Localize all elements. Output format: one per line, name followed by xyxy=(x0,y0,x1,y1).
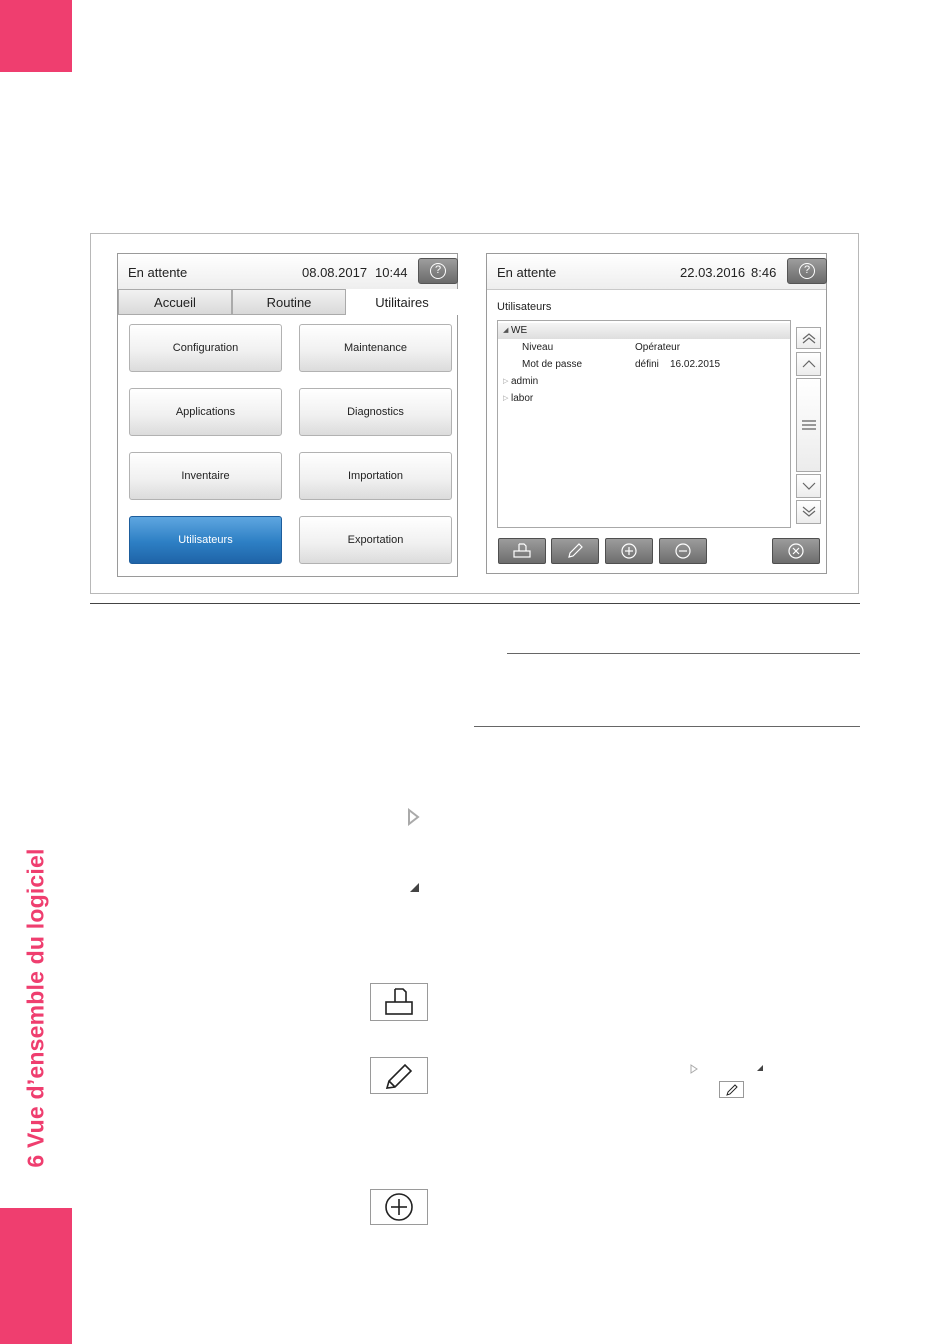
print-icon xyxy=(512,543,532,559)
utilisateurs-button[interactable]: Utilisateurs xyxy=(129,516,282,564)
edit-button[interactable] xyxy=(551,538,599,564)
status-bar xyxy=(487,254,826,290)
question-circle-icon: ? xyxy=(799,263,815,279)
tree-row-detail xyxy=(498,357,790,373)
triangle-right-icon xyxy=(406,808,420,826)
close-button[interactable] xyxy=(772,538,820,564)
page-corner-tab-bottom xyxy=(0,1208,72,1344)
plus-circle-icon xyxy=(383,1191,415,1223)
page-corner-tab xyxy=(0,0,72,72)
scroll-bottom-button[interactable] xyxy=(796,500,821,524)
scroll-thumb[interactable] xyxy=(796,378,821,472)
user-name: labor xyxy=(511,393,534,404)
pencil-icon xyxy=(383,1061,415,1091)
detail-label: Mot de passe xyxy=(522,359,583,370)
exportation-button[interactable]: Exportation xyxy=(299,516,452,564)
print-icon xyxy=(382,986,416,1018)
tree-row-detail xyxy=(498,340,790,356)
tree-row-admin[interactable] xyxy=(498,374,790,390)
double-chevron-up-icon xyxy=(801,331,817,345)
status-bar xyxy=(118,254,457,290)
table-rule xyxy=(474,726,860,727)
inventaire-button[interactable]: Inventaire xyxy=(129,452,282,500)
print-icon-legend xyxy=(370,983,428,1021)
plus-circle-icon-legend xyxy=(370,1189,428,1225)
scroll-up-button[interactable] xyxy=(796,352,821,376)
help-button[interactable] xyxy=(787,258,827,284)
triangle-expanded-icon xyxy=(756,1064,764,1072)
user-tree[interactable] xyxy=(497,320,791,528)
minus-circle-icon xyxy=(674,542,692,560)
status-date: 22.03.2016 xyxy=(680,265,746,280)
maintenance-button[interactable]: Maintenance xyxy=(299,324,452,372)
status-text: En attente xyxy=(128,265,188,280)
right-screen xyxy=(486,253,827,574)
status-time: 8:46 xyxy=(751,265,777,280)
chapter-side-title: 6 Vue d’ensemble du logiciel xyxy=(22,848,49,1168)
left-screen xyxy=(117,253,458,577)
status-text: En attente xyxy=(497,265,557,280)
user-name: admin xyxy=(511,376,539,387)
scroll-thumb-icon xyxy=(801,419,817,431)
triangle-expanded-icon xyxy=(408,881,421,894)
status-date: 08.08.2017 xyxy=(302,265,368,280)
triangle-expanded-icon: ◢ xyxy=(503,327,509,334)
plus-circle-icon xyxy=(620,542,638,560)
question-circle-icon: ? xyxy=(430,263,446,279)
help-button[interactable] xyxy=(418,258,458,284)
diagnostics-button[interactable]: Diagnostics xyxy=(299,388,452,436)
triangle-right-icon: ▷ xyxy=(503,378,509,385)
close-circle-icon xyxy=(787,542,805,560)
tree-row-labor[interactable] xyxy=(498,391,790,407)
tab-accueil[interactable]: Accueil xyxy=(118,289,232,315)
triangle-right-icon: ▷ xyxy=(503,395,509,402)
status-time: 10:44 xyxy=(375,265,408,280)
detail-value: défini xyxy=(635,359,659,370)
detail-date: 16.02.2015 xyxy=(670,359,721,370)
chevron-down-icon xyxy=(801,481,817,491)
tree-row-we[interactable] xyxy=(498,323,790,339)
add-user-button[interactable] xyxy=(605,538,653,564)
applications-button[interactable]: Applications xyxy=(129,388,282,436)
chevron-up-icon xyxy=(801,359,817,369)
double-chevron-down-icon xyxy=(801,505,817,519)
detail-value: Opérateur xyxy=(635,342,681,353)
importation-button[interactable]: Importation xyxy=(299,452,452,500)
configuration-button[interactable]: Configuration xyxy=(129,324,282,372)
table-rule xyxy=(507,653,860,654)
scroll-top-button[interactable] xyxy=(796,327,821,349)
detail-label: Niveau xyxy=(522,342,554,353)
pencil-icon xyxy=(566,543,584,559)
figure-rule xyxy=(90,603,860,604)
triangle-right-icon xyxy=(690,1064,698,1074)
user-name: WE xyxy=(511,325,528,336)
scroll-down-button[interactable] xyxy=(796,474,821,498)
pencil-icon-legend xyxy=(370,1057,428,1094)
tab-utilitaires[interactable]: Utilitaires xyxy=(346,289,458,315)
pencil-icon-inline xyxy=(719,1081,744,1098)
section-title: Utilisateurs xyxy=(497,301,552,313)
print-button[interactable] xyxy=(498,538,546,564)
tab-routine[interactable]: Routine xyxy=(232,289,346,315)
pencil-icon xyxy=(725,1083,739,1096)
remove-user-button[interactable] xyxy=(659,538,707,564)
